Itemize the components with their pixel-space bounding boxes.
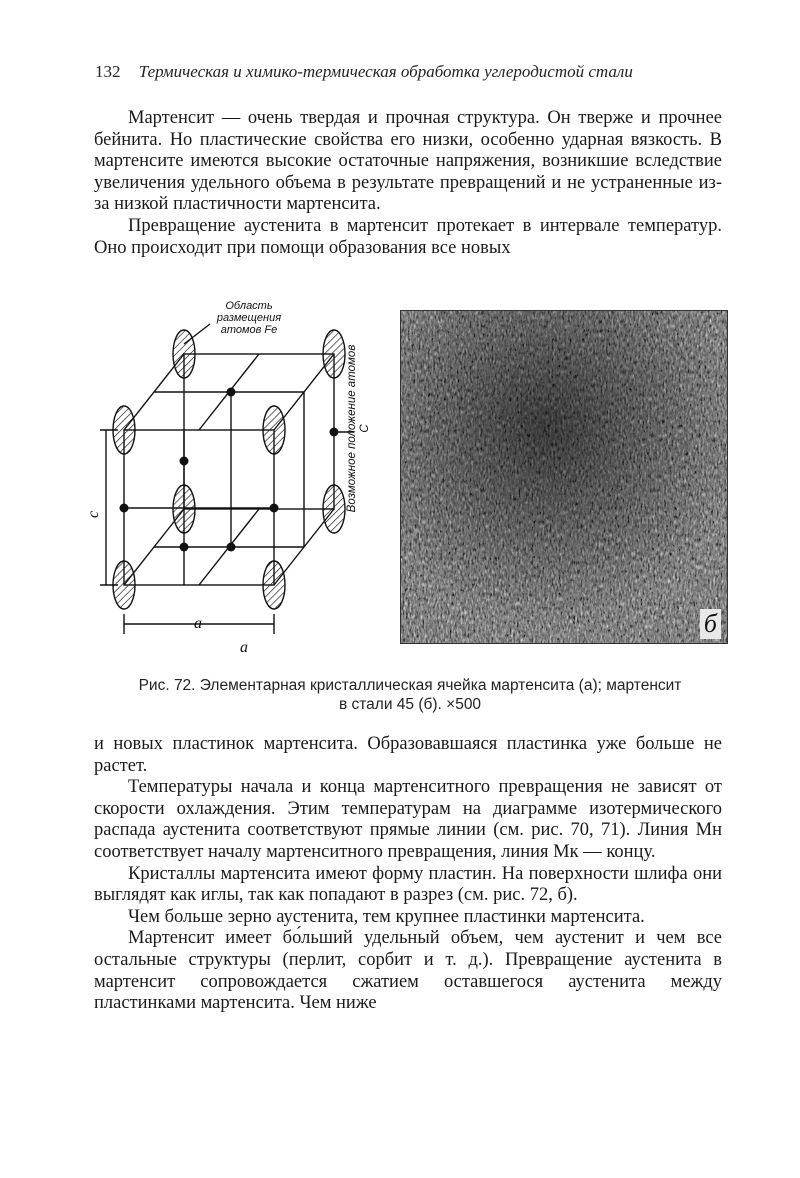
text-block-top (94, 108, 722, 259)
paragraph: Температуры начала и конца мартенситного превращения не зависят от скорости охлаждения. Этим температурам на диаграмме изотермического распада аустенита соответствуют прямые линии (см. рис. 70, 71). Линия Мн соответствует началу мартенситного превращения, линия Мк — концу. (94, 777, 722, 862)
paragraph: Мартенсит — очень твердая и прочная структура. Он тверже и прочнее бейнита. Но пластические свойства его низки, особенно ударная вязкость. В мартенсите имеются высокие остаточные напряжения, возникшие вследствие увеличения удельного объема в результате превращений и не устраненные из-за низкой пластичности мартенсита. (94, 108, 722, 215)
running-title: Термическая и химико-термическая обработка углеродистой стали (138, 62, 633, 81)
dimension-c-label: c (85, 510, 102, 518)
running-header (95, 62, 695, 82)
panel-letter-a: a (240, 639, 248, 656)
micrograph-texture (401, 311, 727, 643)
page-number: 132 (95, 62, 121, 81)
label-fe-atoms: Область размещения атомов Fe (216, 300, 282, 336)
paragraph: и новых пластинок мартенсита. Образовавшаяся пластинка уже больше не растет. (94, 734, 722, 776)
paragraph: Превращение аустенита в мартенсит протекает в интервале температур. Оно происходит при помощи образования все новых (94, 215, 722, 258)
panel-letter-b: б (700, 609, 721, 639)
caption-line-1: Рис. 72. Элементарная кристаллическая ячейка мартенсита (а); мартенсит (138, 677, 682, 694)
text-block-bottom (94, 734, 722, 1015)
paragraph: Кристаллы мартенсита имеют форму пластин. На поверхности шлифа они выглядят как иглы, так как попадают в разрез (см. рис. 72, б). (94, 863, 722, 906)
dimension-a-label: a (194, 615, 202, 632)
martensite-micrograph (400, 310, 728, 644)
paragraph: Чем больше зерно аустенита, тем крупнее пластинки мартенсита. (128, 906, 645, 927)
figure-caption (95, 676, 725, 714)
paragraph: Мартенсит имеет бо́льший удельный объем, чем аустенит и чем все остальные структуры (перлит, сорбит и т. д.). Превращение аустенита в мартенсит сопровождается сжатием оставшегося аустенита между пластинками мартенсита. Чем ниже (94, 928, 722, 1014)
martensite-unit-cell-diagram (85, 296, 392, 656)
label-c-atoms: Возможное положение атомов С (346, 344, 371, 513)
caption-line-2: в стали 45 (б). ×500 (338, 696, 482, 713)
